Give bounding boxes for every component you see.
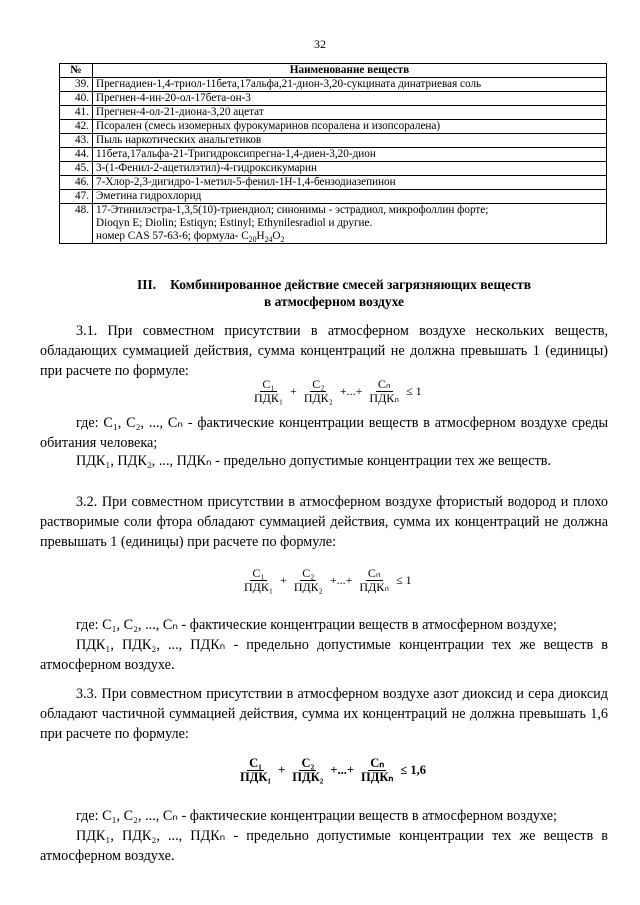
- fraction-2: $\frac{\text{C₂}}{\text{ПДК₂}}$: [303, 377, 333, 405]
- substance-name: [93, 204, 607, 244]
- row-number: 41.: [60, 106, 93, 120]
- fraction-1: $\frac{\text{C₁}}{\text{ПДК₁}}$: [254, 377, 284, 405]
- row-number: 40.: [60, 92, 93, 106]
- substance-name: 3-(1-Фенил-2-ацетилэтил)-4-гидроксикумарин: [93, 162, 607, 176]
- substance-name: Эметина гидрохлорид: [93, 190, 607, 204]
- paragraph-3-3: 3.3. При совместном присутствии в атмосферном воздухе азот диоксид и сера диоксид обладают частичной суммацией действия, сумма их концентраций не должна превышать 1,6 при расчете по формуле:: [40, 686, 608, 742]
- row-number: 42.: [60, 120, 93, 134]
- where-concentrations: где: C₁, C₂, ..., Cₙ - фактические концентрации веществ в атмосферном воздухе среды обитания человека;: [40, 415, 608, 451]
- fraction-1: $\frac{\text{C₁}}{\text{ПДК₁}}$: [240, 756, 272, 784]
- where-pdk: ПДК₁, ПДК₂, ..., ПДКₙ - предельно допустимые концентрации тех же веществ.: [76, 453, 552, 469]
- substance-name: Прегнен-4-ин-20-ол-17бета-он-3: [93, 92, 607, 106]
- substance-name: 11бета,17альфа-21-Тригидроксипрегна-1,4-диен-3,20-дион: [93, 148, 607, 162]
- substance-formula-line: [96, 230, 603, 243]
- substance-name: Псорален (смесь изомерных фурокумаринов псоралена и изопсоралена): [93, 120, 607, 134]
- row-number: 44.: [60, 148, 93, 162]
- where-concentrations: где: C₁, C₂, ..., Cₙ - фактические концентрации веществ в атмосферном воздухе;: [76, 617, 557, 633]
- table-row: [60, 134, 607, 148]
- where-pdk: ПДК₁, ПДК₂, ..., ПДКₙ - предельно допустимые концентрации тех же веществ в атмосферном воздухе.: [40, 828, 608, 864]
- table-row: [60, 204, 607, 244]
- substance-name: 7-Хлор-2,3-дигидро-1-метил-5-фенил-1Н-1,4-бензодиазепинон: [93, 176, 607, 190]
- fraction-1: $\frac{\text{C₁}}{\text{ПДК₁}}$: [244, 566, 274, 594]
- table-row: [60, 176, 607, 190]
- formula-subscript: 24: [264, 235, 273, 245]
- substance-name: Прегнен-4-ол-21-диона-3,20 ацетат: [93, 106, 607, 120]
- table-row: [60, 120, 607, 134]
- header-name: Наименование веществ: [93, 64, 607, 78]
- fraction-n: $\frac{\text{Cₙ}}{\text{ПДКₙ}}$: [359, 566, 390, 594]
- formula-3-1: $\frac{\text{C₁}}{\text{ПДК₁}}$ + $\frac{\text{C₂}}{\text{ПДК₂}}$ +...+ $\frac{\text{Cₙ}}{\text{ПДКₙ}}$ ≤ 1: [254, 377, 422, 405]
- table-header-row: [60, 64, 607, 78]
- row-number: 48.: [60, 204, 93, 244]
- table-row: [60, 106, 607, 120]
- paragraph-3-2: 3.2. При совместном присутствии в атмосферном воздухе фтористый водород и плохо растворимые соли фтора обладают суммацией действия, сумма их концентраций не должна превышать 1 (единицы) при расчете по формуле:: [40, 494, 608, 550]
- section-title-line1: Комбинированное действие смесей загрязняющих веществ: [170, 277, 531, 292]
- where-pdk: ПДК₁, ПДК₂, ..., ПДКₙ - предельно допустимые концентрации тех же веществ в атмосферном воздухе.: [40, 637, 608, 673]
- page-number: 32: [314, 37, 326, 51]
- paragraph-3-1: 3.1. При совместном присутствии в атмосферном воздухе нескольких веществ, обладающих суммацией действия, сумма концентраций не должна превышать 1 (единицы) при расчете по формуле:: [40, 323, 608, 379]
- fraction-2: $\frac{\text{C₂}}{\text{ПДК₂}}$: [293, 566, 323, 594]
- formula-3-3: $\frac{\text{C₁}}{\text{ПДК₁}}$ + $\frac{\text{C₂}}{\text{ПДК₂}}$ +...+ $\frac{\text{Cₙ}}{\text{ПДКₙ}}$ ≤ 1,6: [240, 756, 427, 784]
- table-row: [60, 148, 607, 162]
- fraction-n: $\frac{\text{Cₙ}}{\text{ПДКₙ}}$: [361, 756, 394, 784]
- row-number: 46.: [60, 176, 93, 190]
- row-number: 45.: [60, 162, 93, 176]
- section-title-line2: в атмосферном воздухе: [263, 294, 405, 309]
- substance-line: 17-Этинилэстра-1,3,5(10)-триендиол; синонимы - эстрадиол, микрофоллин форте;: [96, 204, 489, 216]
- substance-name: Прегнадиен-1,4-триол-11бета,17альфа,21-дион-3,20-сукцината динатриевая соль: [93, 78, 607, 92]
- section-number: III.: [137, 277, 157, 292]
- formula-subscript: 20: [248, 235, 257, 245]
- row-number: 47.: [60, 190, 93, 204]
- formula-element: O: [272, 230, 281, 242]
- where-concentrations: где: C₁, C₂, ..., Cₙ - фактические концентрации веществ в атмосферном воздухе;: [76, 808, 557, 824]
- table-row: [60, 162, 607, 176]
- substance-line: Dioqyn E; Diolin; Estiqyn; Estinyl; Ethynilesradiol и другие.: [96, 217, 373, 229]
- fraction-2: $\frac{\text{C₂}}{\text{ПДК₂}}$: [292, 756, 324, 784]
- fraction-n: $\frac{\text{Cₙ}}{\text{ПДКₙ}}$: [369, 377, 400, 405]
- substance-name: Пыль наркотических анальгетиков: [93, 134, 607, 148]
- table-row: [60, 92, 607, 106]
- section-title: [60, 276, 608, 310]
- formula-element: H: [256, 230, 265, 242]
- substances-table: [59, 63, 607, 244]
- cas-prefix: номер CAS 57-63-6; формула- C: [96, 230, 249, 242]
- table-row: [60, 78, 607, 92]
- table-row: [60, 190, 607, 204]
- header-number: №: [60, 64, 93, 78]
- row-number: 39.: [60, 78, 93, 92]
- formula-3-2: $\frac{\text{C₁}}{\text{ПДК₁}}$ + $\frac{\text{C₂}}{\text{ПДК₂}}$ +...+ $\frac{\text{Cₙ}}{\text{ПДКₙ}}$ ≤ 1: [244, 566, 412, 594]
- formula-subscript: 2: [280, 235, 285, 245]
- row-number: 43.: [60, 134, 93, 148]
